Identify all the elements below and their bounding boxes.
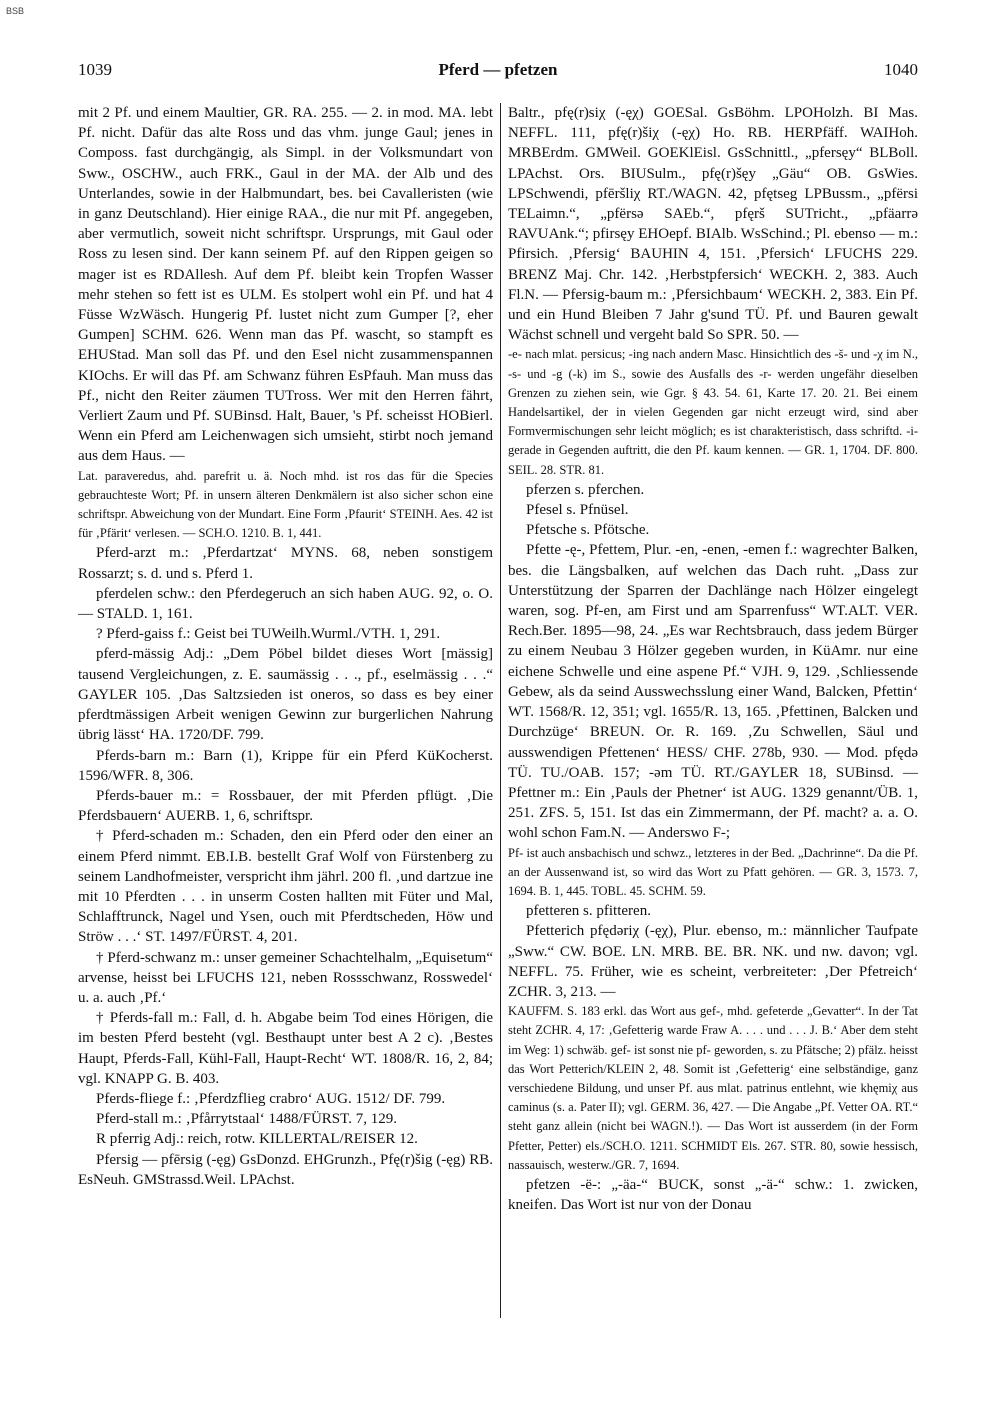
dictionary-entry: ? Pferd-gaiss f.: Geist bei TUWeilh.Wurml./VTH. 1, 291. [96, 626, 441, 643]
dictionary-entry: pferdelen schw.: den Pferdegeruch an sich haben AUG. 92, o. O. — STALD. 1, 161. [78, 585, 493, 623]
page-number-right: 1040 [884, 60, 918, 79]
small-print-note: Pf- ist auch ansbachisch und schwz., letzteres in der Bed. „Dachrinne“. Da die Pf. an der Aussenwand ist, so wird das Wort zu Pfatt gehören. — GR. 3, 1573. 7, 1694. B. 1, 445. TOBL. 45. SCHM. 59. [508, 845, 918, 898]
dictionary-entry: Pfersig — pfērsig (-ęg) GsDonzd. EHGrunzh., Pfę(r)šig (-ęg) RB. EsNeuh. GMStrassd.Weil. LPAchst. [78, 1151, 493, 1188]
library-stamp: BSB [6, 6, 25, 16]
dictionary-entry: Pferds-fliege f.: ‚Pferdzflieg crabro‘ AUG. 1512/ DF. 799. [96, 1090, 446, 1107]
dictionary-entry: † Pferds-fall m.: Fall, d. h. Abgabe beim Tod eines Hörigen, die im besten Pferd besteht (vgl. Besthaupt unter best A 2 c). ‚Bestes Haupt, Pferds-Fall, Kühl-Fall, Haupt-Recht‘ WT. 1808/R. 16, 2, 84; vgl. KNAPP G. B. 403. [78, 1010, 493, 1087]
dictionary-entry: pferd-mässig Adj.: „Dem Pöbel bildet dieses Wort [mässig] tausend Vergleichungen, z. E. saumässig . . ., pf., eselmässig . . .“ GAYLER 105. ‚Das Saltzsieden ist oneros, so dass es bey einer pferdtmässigen Arbeit wenigen Gewinn zur burgerlichen Nahrung übrig lässt‘ HA. 1720/DF. 799. [78, 646, 493, 744]
dictionary-entry: Baltr., pfę(r)siχ (-ęχ) GOESal. GsBöhm. LPOHolzh. BI Mas. NEFFL. 111, pfę(r)šiχ (-ęχ) Ho. RB. HERPfäff. WAIHoh. MRBErdm. GMWeil. GOEKlEisl. GsSchnittl., „pfersęy“ BLBoll. LPAchst. Ors. BIUSulm., pfę(r)šęy „Gäu“ OB. GsWies. LPSchwendi, pfēršliχ RT./WAGN. 42, pfętseg LPBussm., „pfërsi TELaimn.“, „pfërsə SAEb.“, pfęrš SUTricht., „pfäarrə RAVUAnk.“; pfirsęy EHOepf. BIAlb. WsSchind.; Pl. ebenso — m.: Pfirsich. ‚Pfersig‘ BAUHIN 4, 151. ‚Pfersich‘ LFUCHS 229. BRENZ Maj. Chr. 142. ‚Herbstpfersich‘ WECKH. 2, 383. Auch Fl.N. — Pfersig-baum m.: ‚Pfersichbaum‘ WECKH. 2, 383. Ein Pf. und ein Hund Bleiben 7 Jahr g'sund TÜ. Pf. und Bauren gewalt Wächst schnell und vergeht bald So SPR. 50. — [508, 105, 918, 344]
dictionary-entry: Pfetterich pfędəriχ (-ęχ), Plur. ebenso, m.: männlicher Taufpate „Sww.“ CW. BOE. LN. MRB. BE. BR. NK. und nw. davon; vgl. NEFFL. 75. Früher, wie es scheint, verbreiteter: ‚Der Pfetreich‘ ZCHR. 3, 213. — [508, 923, 918, 1000]
dictionary-entry: Pfetsche s. Pfötsche. [526, 522, 650, 539]
page-number-left: 1039 [78, 60, 112, 79]
right-column [508, 103, 918, 1333]
dictionary-entry: pfetzen -ë-: „-äa-“ BUCK, sonst „-ä-“ schw.: 1. zwicken, kneifen. Das Wort ist nur von der Donau [508, 1176, 918, 1214]
dictionary-entry: Pfette -ę-, Pfettem, Plur. -en, -enen, -emen f.: wagrechter Balken, bes. die Längsbalken, auf welchen das Dach ruht. „Dass zur Unterstützung der Sparren der Dachlänge nach Hölzer eingelegt waren, sog. Pf-en, am First und am Sparrenfuss“ WT.ALT. VER. Rech.Ber. 1895—98, 24. „Es war Rechtsbrauch, dass jedem Bürger zu einem Neubau 3 Hölzer gegeben wurden, in KüAmr. nur eine eichene Schwelle und eine aspene Pf.“ VJH. 9, 129. ‚Schliessende Gebew, als da seind Ausswechsslung einer Wand, Balcken, Pfettin‘ WT. 1568/R. 12, 351; vgl. 1655/R. 13, 165. ‚Pfettinen, Balcken und Durchzüge‘ BREUN. Or. R. 169. ‚Zu Schwellen, Säul und ausswendigen Pfettenen‘ HESS/ CHF. 278b, 930. — Mod. pfędə TÜ. TU./OAB. 157; -əm TÜ. RT./GAYLER 18, SUBinsd. — Pfettner m.: Ein ‚Pauls der Phetner‘ ist AUG. 1329 genannt/ÜB. 1, 251. ZFS. 5, 151. Ist das ein Zimmermann, der Pf. macht? a. a. O. wohl schon Fam.N. — Anderswo F-; [508, 542, 918, 842]
small-print-note: -e- nach mlat. persicus; -ing nach andern Masc. Hinsichtlich des -š- und -χ im N., -s- und -g (-k) im S., sowie des Ausfalls des -r- werden ungefähr dieselben Grenzen zu ziehen sein, wie Ggr. § 43. 54. 61, Karte 17. 20. 21. Bei einem Handelsartikel, der in vielen Gegenden gar nicht erzeugt wird, sind aber Formvermischungen sehr leicht möglich; es ist charakteristisch, dass schriftd. -i- gerade in Gegenden auftritt, die den Pf. kaum kennen. — GR. 1, 1704. DF. 800. SEIL. 28. STR. 81. [508, 347, 918, 477]
left-column [78, 103, 493, 1333]
running-title: Pferd — pfetzen [438, 60, 558, 79]
dictionary-entry: R pferrig Adj.: reich, rotw. KILLERTAL/REISER 12. [96, 1131, 418, 1148]
dictionary-entry: pfetteren s. pfitteren. [526, 903, 651, 920]
dictionary-entry: Pferd-arzt m.: ‚Pferdartzat‘ MYNS. 68, neben sonstigem Rossarzt; s. d. und s. Pferd 1. [78, 545, 493, 582]
column-divider [500, 103, 501, 1318]
dictionary-entry: Pferds-barn m.: Barn (1), Krippe für ein Pferd KüKocherst. 1596/WFR. 8, 306. [78, 747, 493, 784]
dictionary-entry: † Pferd-schwanz m.: unser gemeiner Schachtelhalm, „Equisetum“ arvense, heisst bei LFUCHS 121, neben Rossschwanz, Rosswedel‘ u. a. auch ‚Pf.‘ [78, 949, 493, 1006]
dictionary-entry: † Pferd-schaden m.: Schaden, den ein Pferd oder den einer an einem Pferd nimmt. EB.I.B. bestellt Graf Wolf von Fürstenberg zu seinem Landhofmeister, verspricht ihm jährl. 200 fl. ‚und dartzue ine mit 10 Pferdten . . . in unserm Costen hallten mit Füter und Mal, Schlafftrunck, Nagel und Ysen, ouch mit Pferdtscheden, Höw und Ströw . . .‘ ST. 1497/FÜRST. 4, 201. [78, 828, 493, 946]
dictionary-entry: pferzen s. pferchen. [526, 481, 645, 498]
dictionary-entry: mit 2 Pf. und einem Maultier, GR. RA. 255. — 2. in mod. MA. lebt Pf. nicht. Dafür das alte Ross und das vhm. junge Gaul; jenes in Composs. fast durchgängig, als Simpl. in der Volksmundart von Sww., OSCHW., auch FRK., Gaul in der MA. der Alb und des Unterlandes, sowie in der Halbmundart, bes. bei Cavalleristen (wie in ganz Deutschland). Hier einige RAA., die nur mit Pf. angegeben, aber vermutlich, soweit nicht schriftspr. Ursprungs, mit Gaul oder Ross zu lesen sind. Der kann seinem Pf. auf den Rippen geigen so mager ist es RDAllesh. Auf dem Pf. bleibt kein Tropfen Wasser mehr stehen so fett ist es ULM. Es stolpert wohl ein Pf. und hat 4 Füsse WzWäsch. Hungerig Pf. lustet nicht zum Gumper [?, eher Gumpen] SCHM. 626. Wenn man das Pf. wascht, so stampft es EHUStad. Man soll das Pf. und den Esel nicht zusammenspannen KIOchs. Er will das Pf. am Schwanz führen EsPfauh. Man muss das Pf., nicht den Reiter zäumen TUTross. Wer mit den Herren fährt, Verliert Zaum und Pf. SUBinsd. Halt, Bauer, 's Pf. scheisst HOBierl. Wenn ein Pferd am Leichenwagen sich umsieht, stirbt noch jemand aus dem Haus. — [78, 105, 493, 465]
dictionary-entry: Pferds-bauer m.: = Rossbauer, der mit Pferden pflügt. ‚Die Pferdsbauern‘ AUERB. 1, 6, schriftspr. [78, 787, 493, 825]
small-print-note: KAUFFM. S. 183 erkl. das Wort aus gef-, mhd. gefeterde „Gevatter“. In der Tat steht ZCHR. 4, 17: ‚Gefetterig wardе Fraw A. . . . und . . . J. B.‘ Aber dem steht im Weg: 1) schwäb. gef- ist sonst nie pf- geworden, s. zu Pfätsche; 2) pfälz. heisst das Wort Petterich/KLEIN 2, 48. Somit ist ‚Gefetterig‘ eine selbständige, ganz verschiedene Bildung, und unser Pf. aus mlat. patrinus entlehnt, wie khęmiχ aus caminus (s. a. Pater II); vgl. GERM. 36, 427. — Die Angabe „Pf. Vetter OA. RT.“ steht ganz allein (nicht bei WAGN.!). — Das Wort ist ausserdem (in der Form Pfetter, Petter) els./SCH.O. 1211. SCHMIDT Els. 267. STR. 80, sowie hessisch, nassauisch, westerw./GR. 7, 1694. [508, 1004, 918, 1172]
small-print-note: Lat. paraveredus, ahd. parefrit u. ä. Noch mhd. ist ros das für die Species gebrauchteste Wort; Pf. in unsern älteren Denkmälern ist also sicher schon eine schriftspr. Abweichung von der Mundart. Eine Form ‚Pfaurit‘ STEINH. Aes. 42 ist für ‚Pfärit‘ verlesen. — SCH.O. 1210. B. 1, 441. [78, 468, 493, 541]
dictionary-entry: Pfesel s. Pfnüsel. [526, 502, 629, 519]
dictionary-entry: Pferd-stall m.: ‚Pfårrytstaal‘ 1488/FÜRST. 7, 129. [96, 1111, 397, 1128]
page-header [78, 60, 918, 88]
